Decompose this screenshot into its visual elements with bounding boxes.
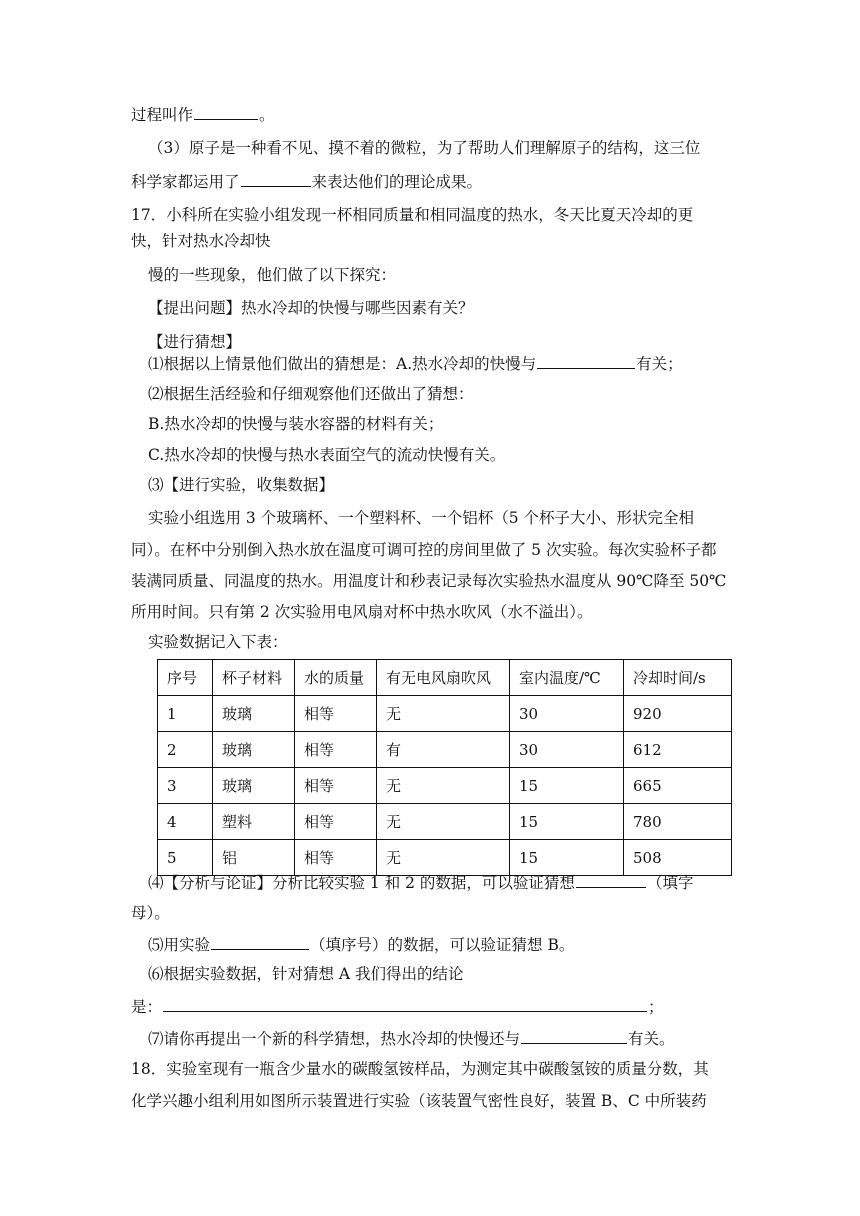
- table-cell: 铝: [213, 840, 295, 876]
- text-line: 母）。: [131, 904, 170, 922]
- table-cell: 15: [510, 804, 624, 840]
- table-cell: 612: [624, 732, 732, 768]
- table-cell: 无: [377, 696, 510, 732]
- text: 有关；: [636, 355, 683, 373]
- text: ⑸用实验: [148, 936, 211, 954]
- text: ⑷【分析与论证】分析比较实验 1 和 2 的数据，可以验证猜想: [148, 874, 575, 892]
- table-cell: 3: [158, 768, 213, 804]
- table-cell: 相等: [295, 732, 377, 768]
- table-header: 序号: [158, 660, 213, 696]
- text-line: [131, 103, 275, 126]
- table-header: 杯子材料: [213, 660, 295, 696]
- text: 过程叫作: [131, 106, 194, 124]
- text-line: 【提出问题】热水冷却的快慢与哪些因素有关？: [148, 299, 474, 317]
- table-cell: 30: [510, 732, 624, 768]
- table-cell: 无: [377, 840, 510, 876]
- table-cell: 无: [377, 804, 510, 840]
- table-header-row: [158, 660, 732, 696]
- answer-blank[interactable]: [211, 933, 309, 950]
- table-cell: 30: [510, 696, 624, 732]
- table-cell: 无: [377, 768, 510, 804]
- text-line: [148, 352, 683, 375]
- table-header: 冷却时间/s: [624, 660, 732, 696]
- text-line: 【进行猜想】: [148, 333, 242, 351]
- text: 科学家都运用了: [131, 173, 240, 191]
- text: ；: [648, 998, 664, 1016]
- answer-blank[interactable]: [537, 352, 635, 369]
- table-header: 有无电风扇吹风: [377, 660, 510, 696]
- table-cell: 相等: [295, 696, 377, 732]
- table-row: [158, 696, 732, 732]
- table-cell: 有: [377, 732, 510, 768]
- table-cell: 相等: [295, 840, 377, 876]
- text-line: ⑶【进行实验，收集数据】: [148, 476, 335, 494]
- text-line: [131, 995, 664, 1018]
- text: 。: [259, 106, 275, 124]
- text-line: C.热水冷却的快慢与热水表面空气的流动快慢有关。: [148, 446, 506, 464]
- table-cell: 920: [624, 696, 732, 732]
- question-17-line: 17．小科所在实验小组发现一杯相同质量和相同温度的热水，冬天比夏天冷却的更: [131, 206, 694, 224]
- question-18-line: 18．实验室现有一瓶含少量水的碳酸氢铵样品，为测定其中碳酸氢铵的质量分数，其: [131, 1060, 709, 1078]
- text: ⑴根据以上情景他们做出的猜想是：A.热水冷却的快慢与: [148, 355, 537, 373]
- table-cell: 相等: [295, 768, 377, 804]
- table-row: [158, 732, 732, 768]
- answer-blank[interactable]: [521, 1027, 627, 1044]
- table-header: 水的质量: [295, 660, 377, 696]
- table-cell: 1: [158, 696, 213, 732]
- text-line: ⑵根据生活经验和仔细观察他们还做出了猜想：: [148, 385, 474, 403]
- answer-blank[interactable]: [576, 871, 646, 888]
- table-cell: 玻璃: [213, 732, 295, 768]
- table-cell: 665: [624, 768, 732, 804]
- answer-blank[interactable]: [241, 170, 311, 187]
- text: （填字: [646, 874, 694, 892]
- text-line: [148, 871, 693, 894]
- data-table: [157, 659, 732, 876]
- text-line: [148, 933, 574, 956]
- answer-blank[interactable]: [194, 103, 258, 120]
- text: （填序号）的数据，可以验证猜想 B。: [310, 936, 575, 954]
- table-cell: 15: [510, 840, 624, 876]
- table-row: [158, 804, 732, 840]
- text-line: [148, 1027, 675, 1050]
- table-cell: 玻璃: [213, 696, 295, 732]
- text-line: 所用时间。只有第 2 次实验用电风扇对杯中热水吹风（水不溢出）。: [131, 603, 593, 621]
- text: 来表达他们的理论成果。: [311, 173, 483, 191]
- answer-blank[interactable]: [163, 995, 647, 1012]
- text-line: ⑹根据实验数据，针对猜想 A 我们得出的结论: [148, 965, 464, 983]
- text-line: 化学兴趣小组利用如图所示装置进行实验（该装置气密性良好，装置 B、C 中所装药: [131, 1092, 707, 1110]
- text-line: 实验数据记入下表：: [148, 633, 288, 651]
- text-line: B.热水冷却的快慢与装水容器的材料有关；: [148, 415, 444, 433]
- text-line: [131, 170, 482, 193]
- text: 是：: [131, 998, 163, 1016]
- text: 有关。: [628, 1030, 675, 1048]
- table-cell: 4: [158, 804, 213, 840]
- text-line: 快，针对热水冷却快: [131, 232, 271, 250]
- text-line: 慢的一些现象，他们做了以下探究：: [148, 266, 397, 284]
- table-cell: 508: [624, 840, 732, 876]
- table-row: [158, 768, 732, 804]
- text-line: 实验小组选用 3 个玻璃杯、一个塑料杯、一个铝杯（5 个杯子大小、形状完全相: [148, 509, 695, 527]
- table-cell: 2: [158, 732, 213, 768]
- text-line: 同）。在杯中分别倒入热水放在温度可调可控的房间里做了 5 次实验。每次实验杯子都: [131, 541, 717, 559]
- table-cell: 玻璃: [213, 768, 295, 804]
- table-cell: 塑料: [213, 804, 295, 840]
- table-cell: 780: [624, 804, 732, 840]
- table-cell: 相等: [295, 804, 377, 840]
- table-header: 室内温度/℃: [510, 660, 624, 696]
- text-line: （3）原子是一种看不见、摸不着的微粒，为了帮助人们理解原子的结构，这三位: [148, 139, 701, 157]
- table-cell: 5: [158, 840, 213, 876]
- text: ⑺请你再提出一个新的科学猜想，热水冷却的快慢还与: [148, 1030, 521, 1048]
- text-line: 装满同质量、同温度的热水。用温度计和秒表记录每次实验热水温度从 90℃降至 50℃: [131, 572, 727, 590]
- table-cell: 15: [510, 768, 624, 804]
